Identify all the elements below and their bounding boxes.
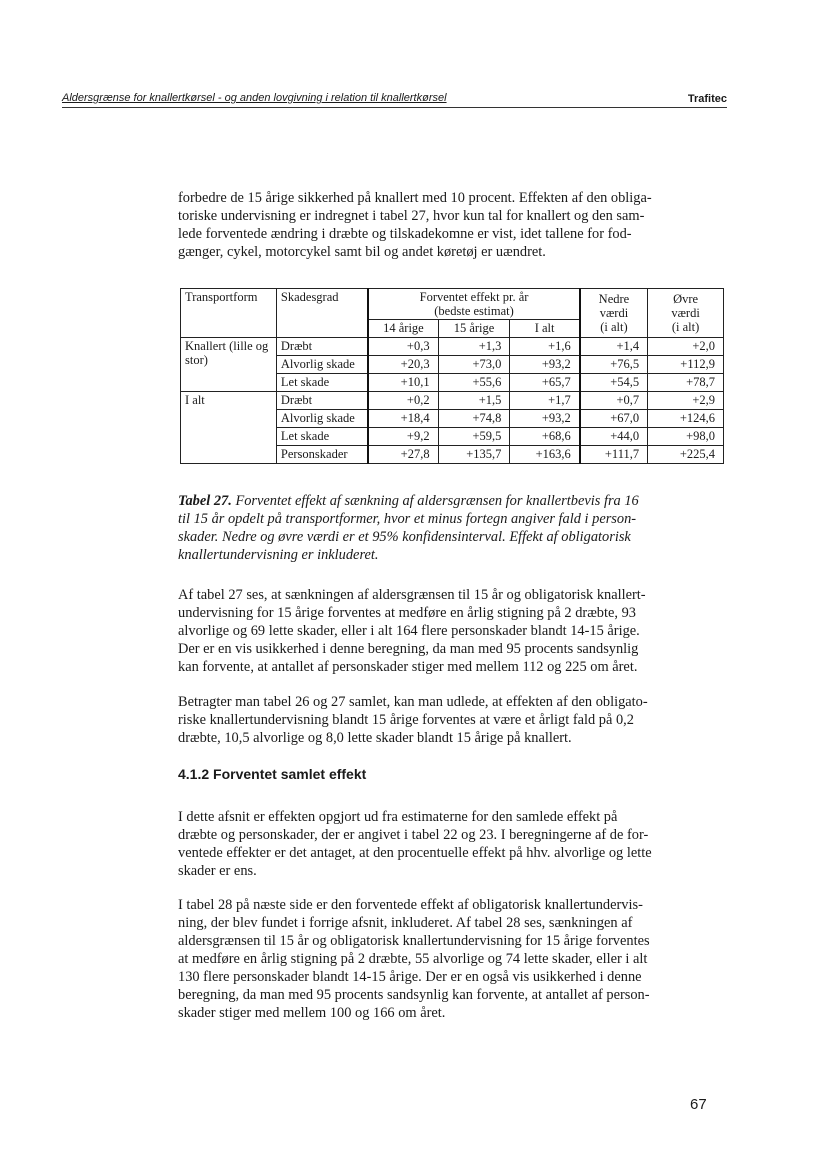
header-upper-line: (i alt): [671, 320, 700, 334]
page-number: 67: [690, 1096, 707, 1113]
text-line: I tabel 28 på næste side er den forventede effekt af obligatorisk knallertundervis-: [178, 897, 643, 913]
text-line: alvorlige og 69 lette skader, eller i alt 164 flere personskader blandt 14-15 årige.: [178, 623, 640, 639]
text-line: ventede effekter er det antaget, at den procentuelle effekt på hhv. alvorlige og lette: [178, 845, 652, 861]
cell-upper: +98,0: [648, 428, 724, 446]
header-14: 14 årige: [368, 320, 438, 338]
cell-lower: +1,4: [580, 338, 648, 356]
header-transport: Transportform: [181, 289, 277, 338]
text-line: forbedre de 15 årige sikkerhed på knallert med 10 procent. Effekten af den obliga-: [178, 190, 652, 206]
caption-line: til 15 år opdelt på transportformer, hvor et minus fortegn angiver fald i person-: [178, 511, 637, 527]
cell-14: +0,3: [368, 338, 438, 356]
cell-upper: +78,7: [648, 374, 724, 392]
text-line: riske knallertundervisning blandt 15 årige forventes at være et årligt fald på 0,2: [178, 712, 634, 728]
cell-total: +65,7: [510, 374, 580, 392]
cell-upper: +225,4: [648, 446, 724, 464]
cell-14: +0,2: [368, 392, 438, 410]
cell-lower: +54,5: [580, 374, 648, 392]
cell-14: +27,8: [368, 446, 438, 464]
cell-upper: +2,0: [648, 338, 724, 356]
cell-lower: +111,7: [580, 446, 648, 464]
table-caption: [178, 492, 738, 564]
cell-severity: Dræbt: [276, 338, 368, 356]
caption-label: Tabel 27.: [178, 493, 232, 509]
cell-severity: Dræbt: [276, 392, 368, 410]
text-line: Af tabel 27 ses, at sænkningen af aldersgrænsen til 15 år og obligatorisk knallert-: [178, 587, 646, 603]
header-upper: [648, 289, 724, 338]
text-line: skader stiger med mellem 100 og 166 om året.: [178, 1005, 446, 1021]
cell-total: +1,6: [510, 338, 580, 356]
text-line: toriske undervisning er indregnet i tabel 27, hvor kun tal for knallert og den sam-: [178, 208, 645, 224]
cell-14: +20,3: [368, 356, 438, 374]
header-expected-subtitle: (bedste estimat): [434, 304, 514, 318]
paragraph-2: [178, 693, 730, 747]
cell-upper: +2,9: [648, 392, 724, 410]
cell-14: +9,2: [368, 428, 438, 446]
cell-15: +1,5: [438, 392, 510, 410]
text-line: dræbte og personskader, der er angivet i tabel 22 og 23. I beregningerne af de for-: [178, 827, 649, 843]
cell-15: +55,6: [438, 374, 510, 392]
text-line: kan forvente, at antallet af personskader stiger med mellem 112 og 225 om året.: [178, 659, 638, 675]
paragraph-3: [178, 808, 730, 880]
table-row: [181, 338, 724, 356]
caption-line: skader. Nedre og øvre værdi er et 95% konfidensinterval. Effekt af obligatorisk: [178, 529, 631, 545]
cell-15: +59,5: [438, 428, 510, 446]
text-line: undervisning for 15 årige forventes at medføre en årlig stigning på 2 dræbte, 93: [178, 605, 636, 621]
cell-severity: Let skade: [276, 428, 368, 446]
cell-total: +68,6: [510, 428, 580, 446]
group-label-total: I alt: [181, 392, 277, 464]
cell-lower: +67,0: [580, 410, 648, 428]
caption-line: knallertundervisning er inkluderet.: [178, 547, 379, 563]
header-title: Aldersgrænse for knallertkørsel - og anden lovgivning i relation til knallertkørsel: [62, 92, 447, 104]
header-lower-line: Nedre: [598, 292, 630, 306]
text-line: Betragter man tabel 26 og 27 samlet, kan man udlede, at effekten af den obligato-: [178, 694, 648, 710]
running-header: [62, 92, 727, 108]
cell-14: +10,1: [368, 374, 438, 392]
text-line: gænger, cykel, motorcykel samt bil og andet køretøj er uændret.: [178, 244, 546, 260]
header-upper-line: Øvre: [673, 292, 699, 306]
header-severity: Skadesgrad: [276, 289, 368, 338]
header-expected-title: Forventet effekt pr. år: [419, 290, 529, 304]
caption-line: [178, 492, 738, 510]
cell-total: +1,7: [510, 392, 580, 410]
cell-15: +135,7: [438, 446, 510, 464]
caption-text: Forventet effekt af sænkning af aldersgrænsen for knallertbevis fra 16: [231, 493, 639, 509]
text-line: ning, der blev fundet i forrige afsnit, inkluderet. Af tabel 28 ses, sænkningen af: [178, 915, 633, 931]
header-expected: [368, 289, 579, 320]
text-line: lede forventede ændring i dræbte og tilskadekomne er vist, idet tallene for fod-: [178, 226, 632, 242]
cell-severity: Alvorlig skade: [276, 410, 368, 428]
text-line: Der er en vis usikkerhed i denne beregning, da man med 95 procents sandsynlig: [178, 641, 639, 657]
header-lower-line: værdi: [599, 306, 629, 320]
table-header-row: [181, 289, 724, 320]
text-line: 130 flere personskader blandt 14-15 årige. Der er en også vis usikkerhed i denne: [178, 969, 642, 985]
cell-15: +73,0: [438, 356, 510, 374]
header-total: I alt: [510, 320, 580, 338]
cell-total: +93,2: [510, 356, 580, 374]
intro-paragraph: [178, 189, 730, 261]
text-line: aldersgrænsen til 15 år og obligatorisk knallertundervisning for 15 årige forventes: [178, 933, 650, 949]
cell-severity: Personskader: [276, 446, 368, 464]
cell-upper: +112,9: [648, 356, 724, 374]
header-15: 15 årige: [438, 320, 510, 338]
cell-15: +1,3: [438, 338, 510, 356]
cell-lower: +76,5: [580, 356, 648, 374]
header-upper-line: værdi: [671, 306, 700, 320]
cell-lower: +44,0: [580, 428, 648, 446]
cell-14: +18,4: [368, 410, 438, 428]
cell-15: +74,8: [438, 410, 510, 428]
text-line: skader er ens.: [178, 863, 257, 879]
table-27: [180, 288, 724, 464]
table-row: [181, 392, 724, 410]
group-label-knallert: Knallert (lille og stor): [181, 338, 277, 392]
cell-severity: Let skade: [276, 374, 368, 392]
text-line: at medføre en årlig stigning på 2 dræbte, 55 alvorlige og 74 lette skader, eller i alt: [178, 951, 648, 967]
cell-lower: +0,7: [580, 392, 648, 410]
paragraph-1: [178, 586, 730, 676]
cell-severity: Alvorlig skade: [276, 356, 368, 374]
header-lower-line: (i alt): [600, 320, 628, 334]
header-publisher: Trafitec: [687, 93, 727, 105]
text-line: beregning, da man med 95 procents sandsynlig kan forvente, at antallet af person-: [178, 987, 650, 1003]
cell-total: +93,2: [510, 410, 580, 428]
paragraph-4: [178, 896, 730, 1022]
cell-upper: +124,6: [648, 410, 724, 428]
text-line: dræbte, 10,5 alvorlige og 8,0 lette skader blandt 15 årige på knallert.: [178, 730, 572, 746]
text-line: I dette afsnit er effekten opgjort ud fra estimaterne for den samlede effekt på: [178, 809, 618, 825]
header-lower: [580, 289, 648, 338]
section-heading: 4.1.2 Forventet samlet effekt: [178, 766, 367, 782]
cell-total: +163,6: [510, 446, 580, 464]
